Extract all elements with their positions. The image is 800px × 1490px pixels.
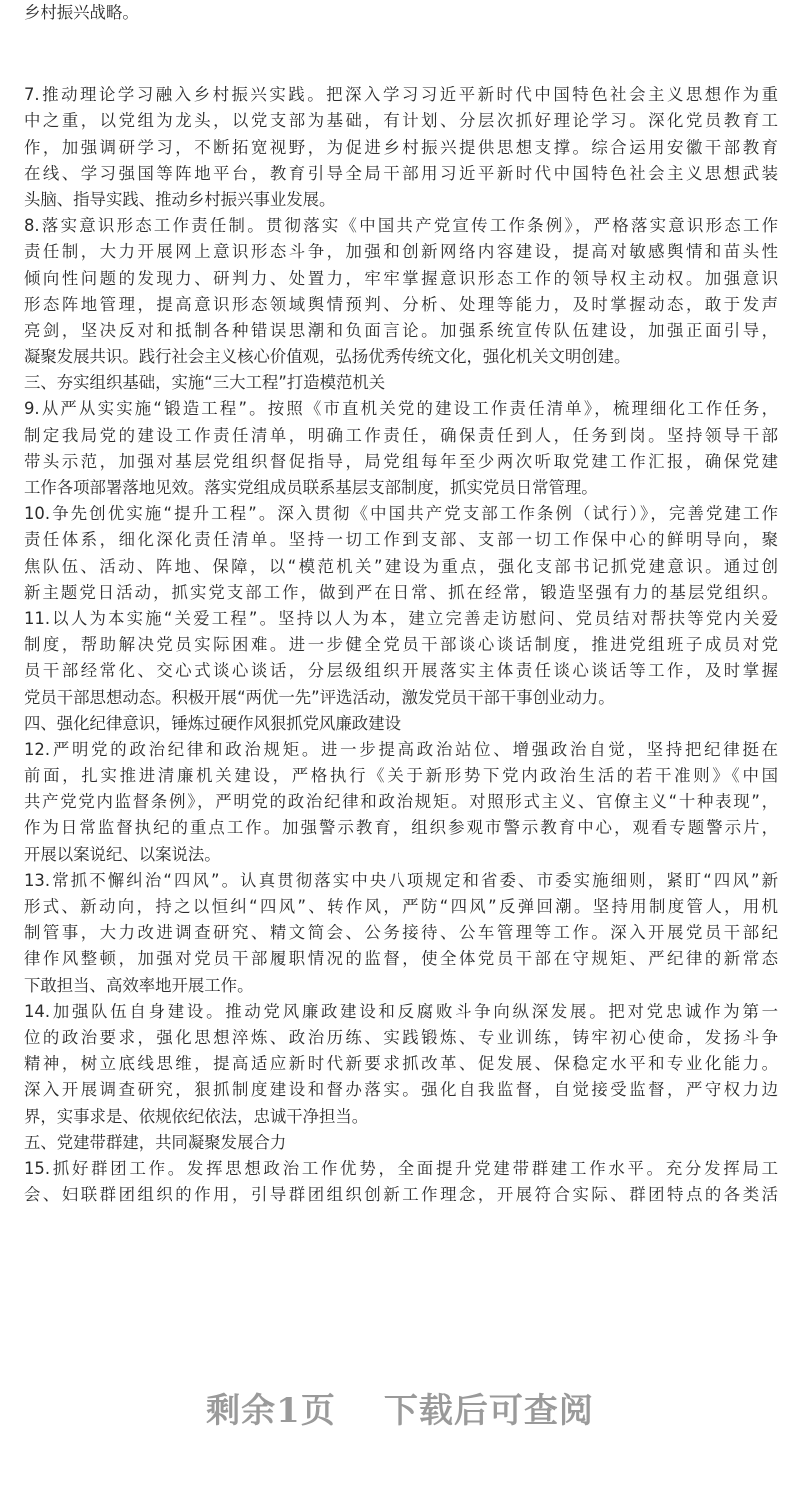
text-line: 亮剑，坚决反对和抵制各种错误思潮和负面言论。加强系统宣传队伍建设，加强正面引导， <box>24 320 778 340</box>
text-line: 位的政治要求，强化思想淬炼、政治历练、实践锻炼、专业训练，铸牢初心使命，发扬斗争 <box>24 1027 778 1047</box>
text-line: 凝聚发展共识。践行社会主义核心价值观，弘扬优秀传统文化，强化机关文明创建。 <box>24 347 631 367</box>
text-line: 下敢担当、高效率地开展工作。 <box>24 975 254 995</box>
text-line: 员干部经常化、交心式谈心谈话，分层级组织开展落实主体责任谈心谈话等工作，及时掌握 <box>24 661 778 681</box>
text-line: 制定我局党的建设工作责任清单，明确工作责任，确保责任到人，任务到岗。坚持领导干部 <box>24 425 778 445</box>
text-line: 责任制，大力开展网上意识形态斗争，加强和创新网络内容建设，提高对敏感舆情和苗头性 <box>24 242 778 262</box>
remaining-pages-label: 剩余1页 <box>206 1391 336 1431</box>
text-line: 头脑、指导实践、推动乡村振兴事业发展。 <box>24 189 336 209</box>
text-line: 焦队伍、活动、阵地、保障，以“模范机关”建设为重点，强化支部书记抓党建意识。通过创 <box>24 556 778 576</box>
text-line: 开展以案说纪、以案说法。 <box>24 844 221 864</box>
text-line: 律作风整顿，加强对党员干部履职情况的监督，使全体党员干部在守规矩、严纪律的新常态 <box>24 949 778 969</box>
text-line: 精神，树立底线思维，提高适应新时代新要求抓改革、促发展、保稳定水平和专业化能力。 <box>24 1054 778 1074</box>
text-line: 四、强化纪律意识，锤炼过硬作风狠抓党风廉政建设 <box>24 713 401 733</box>
text-line: 8.落实意识形态工作责任制。贯彻落实《中国共产党宣传工作条例》，严格落实意识形态工作 <box>24 216 778 236</box>
text-line: 带头示范，加强对基层党组织督促指导，局党组每年至少两次听取党建工作汇报，确保党建 <box>24 451 778 471</box>
text-line: 11.以人为本实施“关爱工程”。坚持以人为本，建立完善走访慰问、党员结对帮扶等党内关爱 <box>24 608 778 628</box>
text-line: 五、党建带群建，共同凝聚发展合力 <box>24 1132 287 1152</box>
text-line: 工作各项部署落地见效。落实党组成员联系基层支部制度，抓实党员日常管理。 <box>24 478 598 497</box>
text-line: 形式、新动向，持之以恒纠“四风”、转作风，严防“四风”反弹回潮。坚持用制度管人，用机 <box>24 897 778 916</box>
text-line: 界，实事求是、依规依纪依法，忠诚干净担当。 <box>24 1106 369 1126</box>
text-line: 党员干部思想动态。积极开展“两优一先”评选活动，激发党员干部干事创业动力。 <box>24 687 615 707</box>
text-line: 14.加强队伍自身建设。推动党风廉政建设和反腐败斗争向纵深发展。把对党忠诚作为第一 <box>24 1001 778 1021</box>
text-line: 乡村振兴战略。 <box>24 3 139 22</box>
text-line: 制度，帮助解决党员实际困难。进一步健全党员干部谈心谈话制度，推进党组班子成员对党 <box>24 635 778 655</box>
text-line: 共产党党内监督条例》，严明党的政治纪律和政治规矩。对照形式主义、官僚主义“十种表现”， <box>24 792 778 812</box>
text-line: 深入开展调查研究，狠抓制度建设和督办落实。强化自我监督，自觉接受监督，严守权力边 <box>24 1080 778 1100</box>
text-line: 倾向性问题的发现力、研判力、处置力，牢牢掌握意识形态工作的领导权主动权。加强意识 <box>24 268 778 288</box>
text-line: 会、妇联群团组织的作用，引导群团组织创新工作理念，开展符合实际、群团特点的各类活 <box>24 1185 778 1205</box>
download-to-view-label[interactable]: 下载后可查阅 <box>383 1391 594 1431</box>
text-line: 9.从严从实实施“锻造工程”。按照《市直机关党的建设工作责任清单》，梳理细化工作任务， <box>24 399 778 419</box>
text-line: 15.抓好群团工作。发挥思想政治工作优势，全面提升党建带群建工作水平。充分发挥局工 <box>24 1158 778 1178</box>
text-line: 责任体系，细化深化责任清单。坚持一切工作到支部、支部一切工作保中心的鲜明导向，聚 <box>24 530 778 550</box>
text-line: 作，加强调研学习，不断拓宽视野，为促进乡村振兴提供思想支撑。综合运用安徽干部教育 <box>24 137 778 157</box>
text-line: 7.推动理论学习融入乡村振兴实践。把深入学习习近平新时代中国特色社会主义思想作为重 <box>24 85 778 105</box>
text-line: 三、夯实组织基础，实施“三大工程”打造模范机关 <box>24 373 386 393</box>
paragraph-gap <box>24 26 778 82</box>
text-line: 13.常抓不懈纠治“四风”。认真贯彻落实中央八项规定和省委、市委实施细则，紧盯“四风”新 <box>24 870 778 890</box>
text-line: 10.争先创优实施“提升工程”。深入贯彻《中国共产党支部工作条例（试行）》，完善党建工作 <box>24 504 778 524</box>
text-line: 在线、学习强国等阵地平台，教育引导全局干部用习近平新时代中国特色社会主义思想武装 <box>24 163 778 183</box>
document-body <box>24 0 778 1208</box>
text-line: 作为日常监督执纪的重点工作。加强警示教育，组织参观市警示教育中心，观看专题警示片， <box>24 818 778 838</box>
text-line: 形态阵地管理，提高意识形态领域舆情预判、分析、处理等能力，及时掌握动态，敢于发声 <box>24 294 778 314</box>
download-prompt[interactable] <box>0 1383 800 1443</box>
text-line: 前面，扎实推进清廉机关建设，严格执行《关于新形势下党内政治生活的若干准则》《中国 <box>24 766 778 786</box>
text-line: 新主题党日活动，抓实党支部工作，做到严在日常、抓在经常，锻造坚强有力的基层党组织。 <box>24 582 778 602</box>
text-line: 中之重，以党组为龙头，以党支部为基础，有计划、分层次抓好理论学习。深化党员教育工 <box>24 111 778 131</box>
text-line: 12.严明党的政治纪律和政治规矩。进一步提高政治站位、增强政治自觉，坚持把纪律挺在 <box>24 739 778 759</box>
text-line: 制管事，大力改进调查研究、精文简会、公务接待、公车管理等工作。深入开展党员干部纪 <box>24 923 778 943</box>
